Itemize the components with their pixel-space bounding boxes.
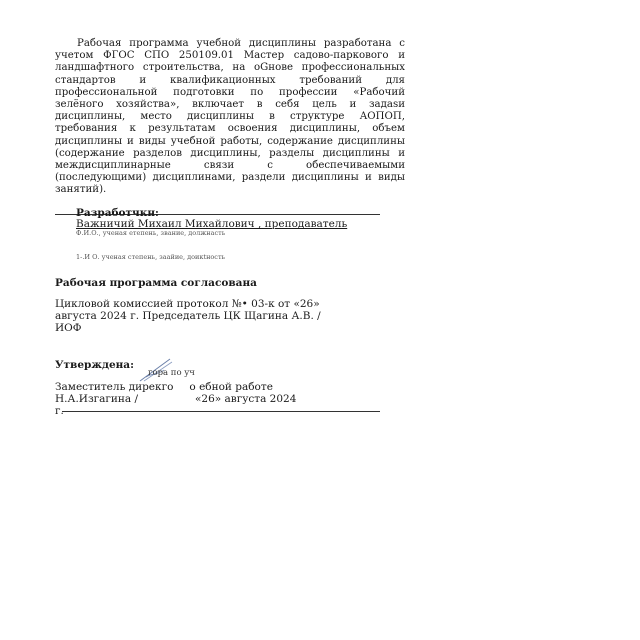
approver-position [55,381,273,393]
approved-title: Утверждена: [55,359,134,371]
agreed-text: Цикловой комиссией протокол №• 03-к от «26» августа 2024 г. Председатель ЦК Щагина А.В. / ИОФ [55,298,321,334]
approver-position-right: о ебной работе [189,381,273,393]
agreed-title: Рабочая программа согласована [55,277,257,289]
approval-date: «26» августа 2024 [195,393,297,405]
developer-name: Важничий Михаил Михайлович , преподаватель [76,218,348,230]
developers-label: Разработчкн: [76,207,159,219]
approver-position-left: Заместитель дирекго [55,381,174,393]
developer-caption: Ф.И.О., ученая етепень, звание, должнасть [76,229,226,237]
approver-name: Н.А.Изгагина / [55,393,139,405]
approval-year-suffix: г. [55,405,64,417]
developer-caption-second: 1-.И О. ученая степень, заайие, доикtность [76,253,226,261]
intro-paragraph [55,38,405,197]
signature-line [62,411,380,412]
intro-text: Рабочая программа учебной дисциплины разработана с учетом ФГОС СПО 250109.01 Мастер садово-паркового и ландшафтного строительства, на оGнове профессиональных стандартов и квалификационных требований для профессиональной подготовки по профессии «Рабочий зелёного хозяйства», включает в себя цель и задаsи дисциплины, место дисциплины в структуре АОПОП, требования к результатам освоения дисциплины, объем дисциплины и виды учебной работы, содержание дисциплины (содержание разделов дисциплины, разделы дисциплины и междисциплинарные связи с обеспечиваемыми (последующими) дисциплинами, раздели дисциплины и виды занятий). [55,38,405,196]
signature-fragment: гора по уч [148,368,195,378]
